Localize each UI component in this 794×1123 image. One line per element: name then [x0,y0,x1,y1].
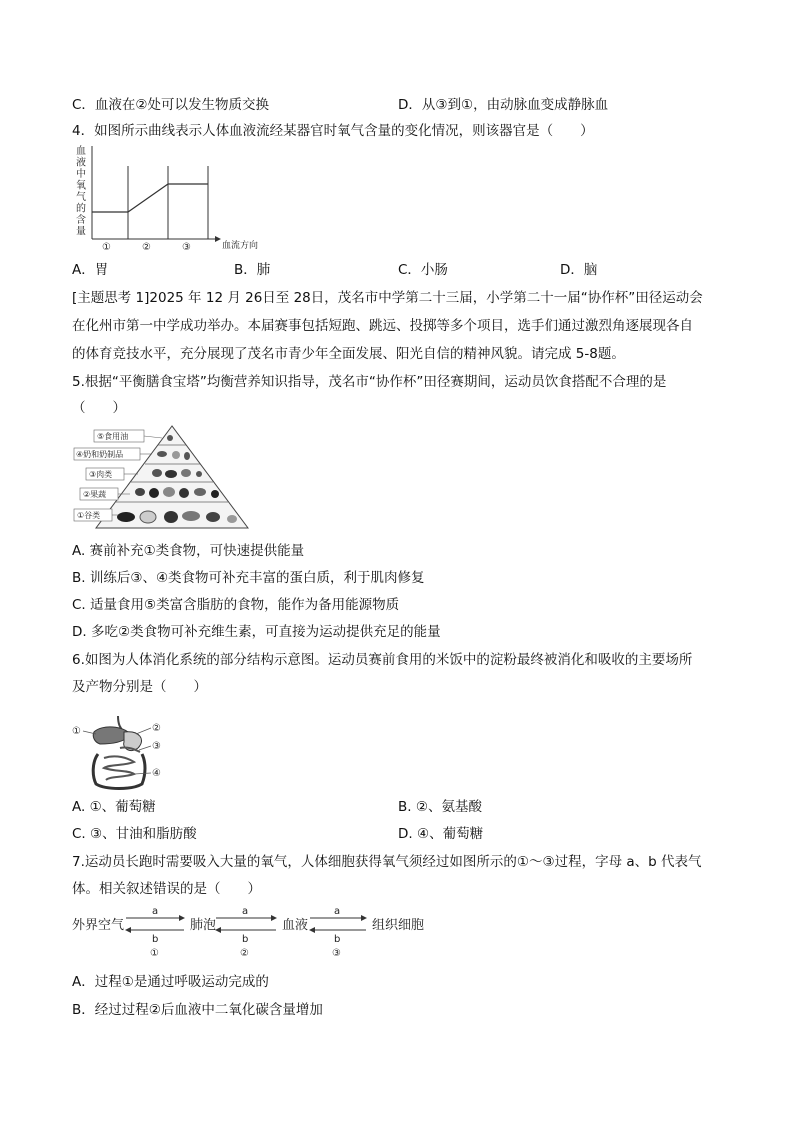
q4-ylabel-char: 气 [76,192,86,203]
q4-oxygen-curve [92,184,208,212]
q4-xlabel: 血流方向 [222,241,259,251]
q5-stem-1: 5.根据“平衡膳食宝塔”均衡营养知识指导，茂名市“协作杯”田径赛期间，运动员饮食搭配不合理的是 [72,374,667,390]
q4-ylabel-char: 含 [76,215,86,226]
gas-exchange-flow [72,904,432,962]
q5-option-b: B. 训练后③、④类食物可补充丰富的蛋白质，利于肌肉修复 [72,570,425,586]
q4-ylabel-char: 血 [76,146,86,157]
theme-line-3: 的体育竞技水平，充分展现了茂名市青少年全面发展、阳光自信的精神风貌。请完成 5-8题。 [72,346,625,362]
svg-text:b: b [152,934,159,945]
theme-line-2: 在化州市第一中学成功举办。本届赛事包括短跑、跳远、投掷等多个项目，选手们通过激烈角逐展现各自 [72,318,693,334]
flow-node-blood: 血液 [282,918,309,933]
q6-option-d: D. ④、葡萄糖 [398,826,484,842]
flow-step-3: ③ [332,948,341,959]
q4-stem: 4．如图所示曲线表示人体血液流经某器官时氧气含量的变化情况，则该器官是（ ） [72,123,594,139]
flow-step-1: ① [150,948,159,959]
q4-option-b: B．肺 [234,262,271,278]
svg-text:b: b [334,934,341,945]
q7-option-a: A．过程①是通过呼吸运动完成的 [72,974,269,990]
q5-option-d: D. 多吃②类食物可补充维生素，可直接为运动提供充足的能量 [72,624,441,640]
q4-segment-2: ② [142,242,151,253]
digestive-label-3: ③ [152,741,161,752]
q4-ylabel [76,145,86,238]
svg-text:a: a [334,906,341,917]
q6-option-c: C. ③、甘油和脂肪酸 [72,826,197,842]
q4-option-c: C．小肠 [398,262,448,278]
q7-stem-2: 体。相关叙述错误的是（ ） [72,881,261,897]
q5-option-c: C. 适量食用⑤类富含脂肪的食物，能作为备用能源物质 [72,597,400,613]
svg-text:a: a [152,906,159,917]
pyramid-label-3: ③肉类 [89,470,113,479]
q5-stem-2: （ ） [72,400,126,416]
q4-ylabel-char: 量 [76,226,86,238]
flow-node-air: 外界空气 [72,918,125,933]
q4-segment-3: ③ [182,242,191,253]
q4-oxygen-chart [72,144,272,254]
q6-option-a: A. ①、葡萄糖 [72,799,156,815]
q5-option-a: A. 赛前补充①类食物，可快速提供能量 [72,543,305,559]
q4-ylabel-char: 液 [76,157,86,169]
q4-ylabel-char: 的 [76,203,86,215]
q4-segment-1: ① [102,242,111,253]
q6-stem-1: 6.如图为人体消化系统的部分结构示意图。运动员赛前食用的米饭中的淀粉最终被消化和吸收的主要场所 [72,652,693,668]
q6-stem-2: 及产物分别是（ ） [72,679,207,695]
flow-node-cells: 组织细胞 [372,918,425,933]
q4-option-a: A．胃 [72,262,109,278]
digestive-system-diagram [72,714,172,794]
digestive-label-4: ④ [152,768,161,779]
flow-step-2: ② [240,948,249,959]
small-intestine [104,756,134,780]
q7-stem-1: 7.运动员长跑时需要吸入大量的氧气，人体细胞获得氧气须经过如图所示的①～③过程，字母 a、b 代表气 [72,854,702,870]
q4-ylabel-char: 中 [76,169,86,180]
q3-option-d: D．从③到①，由动脉血变成静脉血 [398,97,609,113]
theme-line-1: [主题思考 1]2025 年 12 月 26日至 28日，茂名市中学第二十三届，小学第二十一届“协作杯”田径运动会 [72,290,703,306]
flow-node-alveoli: 肺泡 [190,918,217,933]
q6-option-b: B. ②、氨基酸 [398,799,482,815]
q4-option-d: D．脑 [560,262,598,278]
digestive-label-2: ② [152,723,161,734]
svg-text:b: b [242,934,249,945]
pyramid-label-5: ⑤食用油 [97,432,129,441]
q3-option-c: C．血液在②处可以发生物质交换 [72,97,270,113]
q7-option-b: B．经过过程②后血液中二氧化碳含量增加 [72,1002,323,1018]
svg-text:a: a [242,906,249,917]
pyramid-label-2: ②果蔬 [83,490,107,499]
food-pyramid [72,424,252,536]
digestive-label-1: ① [72,726,81,737]
q4-ylabel-char: 氧 [76,180,86,192]
pyramid-label-4: ④奶和奶制品 [76,450,124,459]
pyramid-label-1: ①谷类 [77,511,101,520]
